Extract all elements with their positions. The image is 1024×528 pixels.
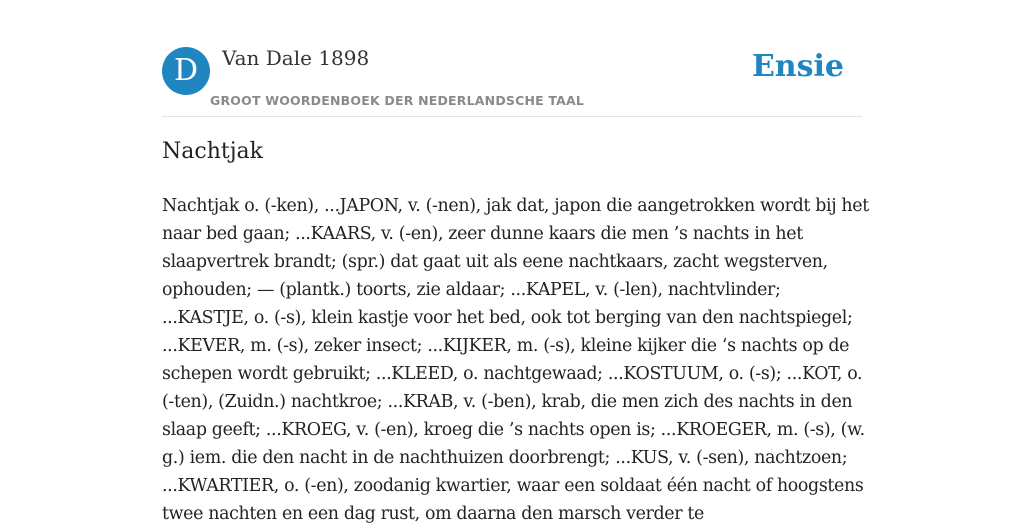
entry-definition: Nachtjak o. (-ken), ...JAPON, v. (-nen), jak dat, japon die aangetrokken wordt bij het naar bed gaan; ...KAARS, v. (-en), zeer dunne kaars die men ’s nachts in het slaapvertrek brandt; (spr.) dat gaat uit als eene nachtkaars, zacht wegsterven, ophouden; — (plantk.) toorts, zie aldaar; ...KAPEL, v. (-len), nachtvlinder; ...KASTJE, o. (-s), klein kastje voor het bed, ook tot berging van den nachtspiegel; ...KEVER, m. (-s), zeker insect; ...KIJKER, m. (-s), kleine kijker die ‘s nachts op de schepen wordt gebruikt; ...KLEED, o. nachtgewaad; ...KOSTUUM, o. (-s); ...KOT, o. (-ten), (Zuidn.) nachtkroe; ...KRAB, v. (-ben), krab, die men zich des nachts in den slaap geeft; ...KROEG, v. (-en), kroeg die ’s nachts open is; ...KROEGER, m. (-s), (w. g.) iem. die den nacht in de nachthuizen doorbrengt; ...KUS, v. (-sen), nachtzoen; ...KWARTIER, o. (-en), zoodanig kwartier, waar een soldaat één nacht of hoogstens twee nachten en een dag rust, om daarna den marsch verder te <box>162 196 869 524</box>
ensie-logo-link[interactable]: Ensie <box>751 49 844 84</box>
dictionary-name[interactable]: Van Dale 1898 <box>222 46 370 70</box>
dictionary-logo[interactable]: D <box>162 47 210 95</box>
entry-title: Nachtjak <box>162 139 263 164</box>
site-header <box>162 40 862 117</box>
dictionary-subtitle: GROOT WOORDENBOEK DER NEDERLANDSCHE TAAL <box>210 93 585 108</box>
